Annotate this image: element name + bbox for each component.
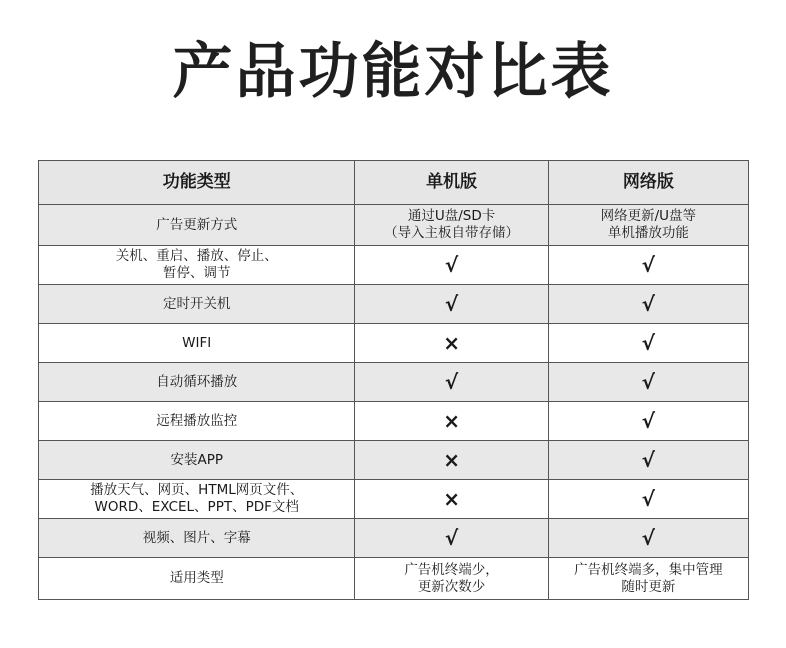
network-cell — [548, 324, 748, 363]
cell-line: 自动循环播放 — [156, 373, 238, 390]
table-row — [39, 480, 749, 519]
feature-cell — [39, 246, 355, 285]
standalone-cell — [355, 441, 548, 480]
check-mark: √ — [641, 409, 656, 433]
cell-line: 广告机终端多，集中管理 — [574, 561, 723, 578]
network-cell — [548, 441, 748, 480]
check-mark: √ — [641, 292, 656, 316]
cell-line: 暂停、调节 — [162, 265, 231, 281]
network-cell — [548, 402, 748, 441]
cell-text — [41, 217, 352, 234]
network-cell — [548, 558, 748, 600]
check-mark: √ — [641, 370, 656, 394]
cell-line: 单机播放功能 — [607, 225, 689, 241]
table-header-row — [39, 161, 749, 205]
feature-cell — [39, 324, 355, 363]
check-mark: √ — [641, 526, 656, 550]
network-cell — [548, 205, 748, 246]
cell-line: 安装APP — [170, 451, 223, 468]
header-standalone: 单机版 — [355, 161, 548, 205]
table-row — [39, 324, 749, 363]
check-mark: √ — [444, 526, 459, 550]
cell-text — [41, 335, 352, 352]
feature-cell — [39, 441, 355, 480]
check-mark: √ — [444, 370, 459, 394]
standalone-cell — [355, 285, 548, 324]
standalone-cell — [355, 246, 548, 285]
cell-text — [357, 208, 545, 242]
cell-text — [41, 482, 352, 516]
table-row — [39, 441, 749, 480]
header-network: 网络版 — [548, 161, 748, 205]
table-body — [39, 205, 749, 600]
check-mark: √ — [444, 292, 459, 316]
cell-line: 广告更新方式 — [156, 216, 238, 233]
network-cell — [548, 246, 748, 285]
cell-text — [41, 570, 352, 587]
standalone-cell — [355, 519, 548, 558]
standalone-cell — [355, 402, 548, 441]
cell-line: 定时开关机 — [162, 295, 231, 312]
cell-line: 广告机终端少， — [404, 561, 499, 578]
table-row — [39, 558, 749, 600]
standalone-cell — [355, 205, 548, 246]
table-row — [39, 363, 749, 402]
table-row — [39, 246, 749, 285]
cell-text — [357, 562, 545, 596]
feature-cell — [39, 402, 355, 441]
feature-cell — [39, 558, 355, 600]
cross-mark: × — [443, 331, 460, 355]
cell-text — [41, 296, 352, 313]
header-feature-type: 功能类型 — [39, 161, 355, 205]
standalone-cell — [355, 324, 548, 363]
check-mark: √ — [641, 331, 656, 355]
comparison-table — [38, 160, 749, 600]
cell-line: （导入主板自带存储） — [384, 225, 520, 241]
cell-text — [41, 413, 352, 430]
cell-line: 网络更新/U盘等 — [600, 208, 697, 224]
standalone-cell — [355, 363, 548, 402]
cell-line: 更新次数少 — [417, 578, 486, 595]
cell-text — [41, 374, 352, 391]
feature-cell — [39, 480, 355, 519]
cell-line: WORD、EXCEL、PPT、PDF文档 — [94, 499, 299, 515]
cell-text — [41, 530, 352, 547]
check-mark: √ — [641, 487, 656, 511]
check-mark: √ — [444, 253, 459, 277]
network-cell — [548, 285, 748, 324]
cell-line: 播放天气、网页、HTML网页文件、 — [90, 482, 304, 498]
cross-mark: × — [443, 487, 460, 511]
network-cell — [548, 519, 748, 558]
standalone-cell — [355, 558, 548, 600]
standalone-cell — [355, 480, 548, 519]
cell-text — [41, 248, 352, 282]
page-title: 产品功能对比表 — [172, 37, 614, 107]
cell-line: 随时更新 — [621, 578, 676, 595]
table-row — [39, 402, 749, 441]
table-row — [39, 285, 749, 324]
cell-text — [551, 562, 746, 596]
feature-cell — [39, 363, 355, 402]
check-mark: √ — [641, 448, 656, 472]
cell-line: 视频、图片、字幕 — [142, 529, 251, 546]
cell-line: 适用类型 — [169, 570, 224, 586]
cell-text — [41, 452, 352, 469]
check-mark: √ — [641, 253, 656, 277]
cross-mark: × — [443, 448, 460, 472]
feature-cell — [39, 205, 355, 246]
cell-line: WIFI — [182, 334, 212, 351]
cell-line: 通过U盘/SD卡 — [407, 208, 496, 224]
cell-line: 关机、重启、播放、停止、 — [115, 248, 278, 264]
cell-line: 远程播放监控 — [156, 412, 238, 429]
feature-cell — [39, 285, 355, 324]
network-cell — [548, 363, 748, 402]
feature-cell — [39, 519, 355, 558]
table-row — [39, 205, 749, 246]
table-row — [39, 519, 749, 558]
cross-mark: × — [443, 409, 460, 433]
cell-text — [551, 208, 746, 242]
network-cell — [548, 480, 748, 519]
